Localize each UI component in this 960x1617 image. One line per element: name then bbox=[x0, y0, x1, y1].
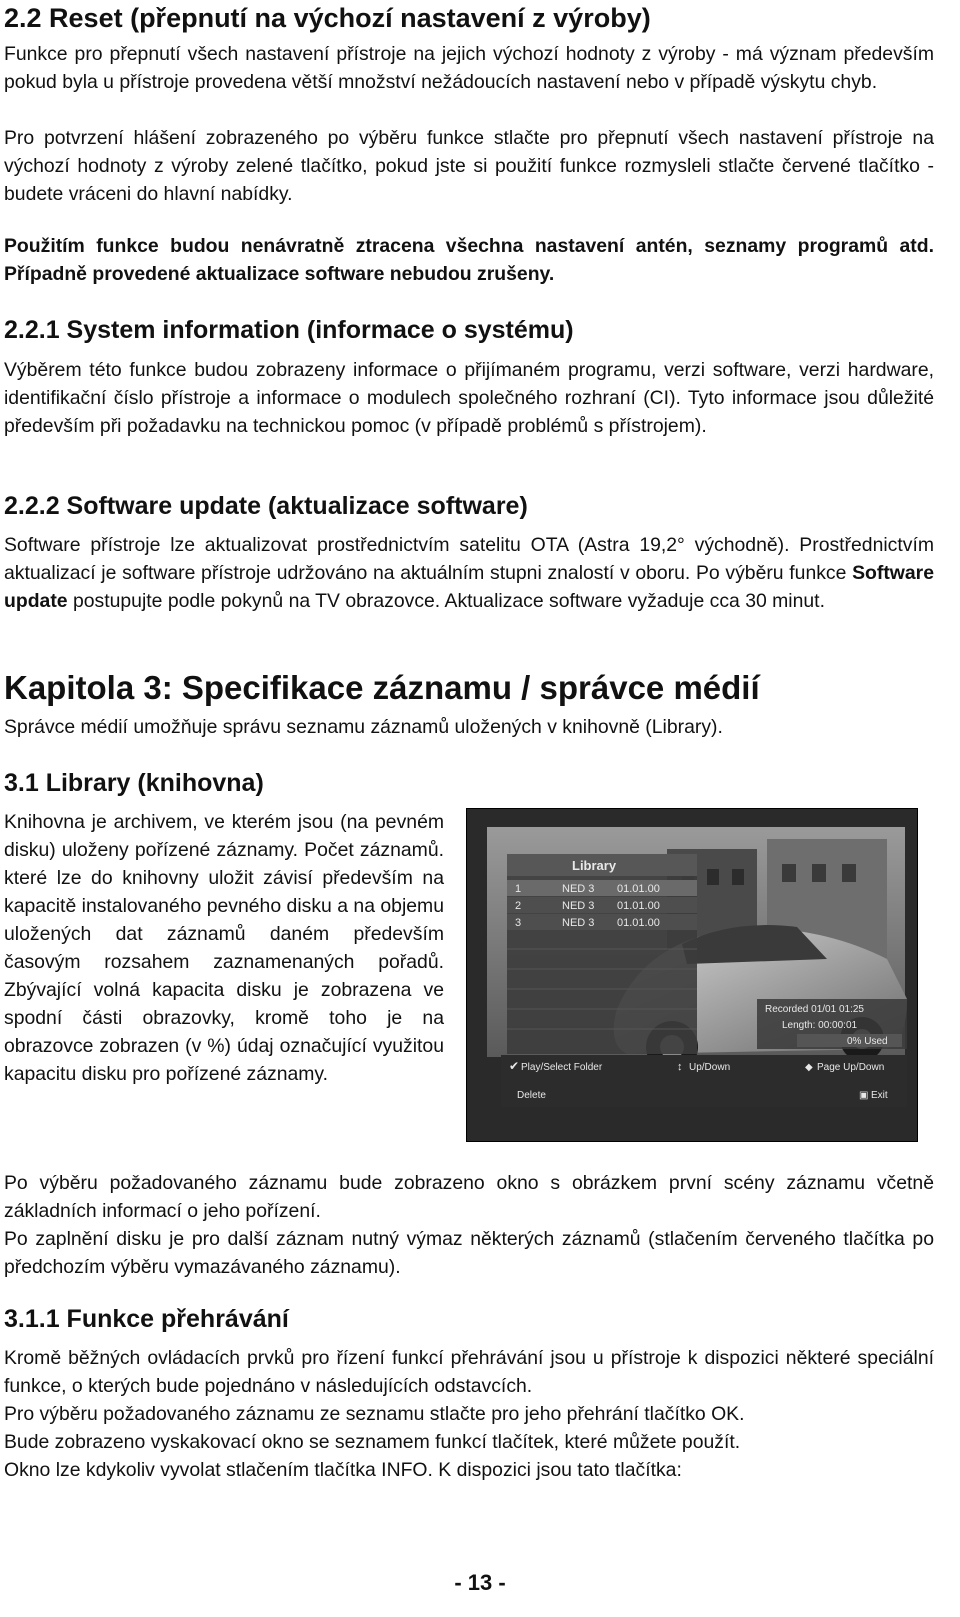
help-exit: Exit bbox=[871, 1090, 888, 1101]
section-3-1-1-paragraph-4: Okno lze kdykoliv vyvolat stlačením tlačítka INFO. K dispozici jsou tato tlačítka: bbox=[4, 1459, 682, 1481]
library-row-3-name: NED 3 bbox=[562, 917, 595, 929]
library-title: Library bbox=[572, 858, 617, 873]
section-3-1-1-heading: 3.1.1 Funkce přehrávání bbox=[4, 1305, 289, 1333]
help-delete: Delete bbox=[517, 1090, 546, 1101]
section-3-1-1-paragraph-2: Pro výběru požadovaného záznamu ze seznamu stlačte pro jeho přehrání tlačítko OK. bbox=[4, 1403, 745, 1425]
library-row-2-num: 2 bbox=[515, 900, 522, 912]
library-row-1-name: NED 3 bbox=[562, 883, 595, 895]
section-2-2-heading: 2.2 Reset (přepnutí na výchozí nastavení z výroby) bbox=[4, 3, 651, 33]
library-row-1-highlight bbox=[507, 880, 697, 896]
chapter-3-intro: Správce médií umožňuje správu seznamu záznamů uložených v knihovně (Library). bbox=[4, 716, 723, 738]
section-2-2-warning: Použitím funkce budou nenávratně ztracena všechna nastavení antén, seznamy programů atd. Případně provedené aktualizace software nebudou zrušeny. bbox=[4, 235, 934, 285]
section-2-2-2-text-b: postupujte podle pokynů na TV obrazovce. Aktualizace software vyžaduje cca 30 minut. bbox=[67, 590, 825, 612]
section-3-1-column-paragraph: Knihovna je archivem, ve kterém jsou (na pevném disku) uloženy pořízené záznamy. Počet záznamů. které lze do knihovny uložit závisí především na kapacitě instalovaného pevného disku a na objemu uložených dat záznamů daném především časovým rozsahem zaznamenaných pořadů. Zbývající volná kapacita disku je zobrazena ve spodní části obrazovky, kromě toho je na obrazovce zobrazen (v %) údaj označující využitou kapacitu disku pro pořízené záznamy. bbox=[4, 811, 444, 1085]
help-up-down: Up/Down bbox=[689, 1062, 731, 1073]
section-3-1-paragraph-2: Po výběru požadovaného záznamu bude zobrazeno okno s obrázkem první scény záznamu včetně základních informací o jeho pořízení. bbox=[4, 1172, 934, 1222]
section-3-1-1-paragraph-3: Bude zobrazeno vyskakovací okno se seznamem funkcí tlačítek, které můžete použít. bbox=[4, 1431, 741, 1453]
library-row-3-date: 01.01.00 bbox=[617, 917, 660, 929]
section-2-2-1-heading: 2.2.1 System information (informace o systému) bbox=[4, 316, 574, 344]
help-page-up-down: Page Up/Down bbox=[817, 1062, 885, 1073]
section-3-1-heading: 3.1 Library (knihovna) bbox=[4, 769, 264, 797]
section-2-2-2-text-a: Software přístroje lze aktualizovat prostřednictvím satelitu OTA (Astra 19,2° východně). Prostřednictvím aktualizací je software přístroje udržováno na aktuálním stupni znalostí v oboru. Po výběru funkce bbox=[4, 534, 934, 584]
library-screenshot bbox=[466, 808, 918, 1142]
library-row-2-bg bbox=[507, 897, 697, 913]
section-3-1-1-paragraph-1: Kromě běžných ovládacích prvků pro řízení funkcí přehrávání jsou u přístroje k dispozici některé speciální funkce, o kterých bude pojednáno v následujících odstavcích. bbox=[4, 1347, 934, 1397]
library-row-1-date: 01.01.00 bbox=[617, 883, 660, 895]
recorded-info: Recorded 01/01 01:25 bbox=[765, 1004, 864, 1015]
section-3-1-paragraph-3: Po zaplnění disku je pro další záznam nutný výmaz některých záznamů (stlačením červeného tlačítka po předchozím výběru vymazávaného záznamu). bbox=[4, 1228, 934, 1278]
page-number: - 13 - bbox=[454, 1570, 506, 1595]
library-row-3-num: 3 bbox=[515, 917, 522, 929]
section-2-2-paragraph-1: Funkce pro přepnutí všech nastavení přístroje na jejich výchozí hodnoty z výroby - má význam především pokud byla u přístroje provedena větší množství nežádoucích nastavení nebo v případě výskytu chyb. bbox=[4, 43, 934, 93]
library-row-1-num: 1 bbox=[515, 883, 522, 895]
exit-icon: ▣ bbox=[859, 1090, 869, 1101]
section-3-1-1-paragraphs bbox=[4, 1344, 934, 1484]
section-2-2-paragraph-2: Pro potvrzení hlášení zobrazeného po výběru funkce stlačte pro přepnutí všech nastavení přístroje na výchozí hodnoty z výroby zelené tlačítko, pokud jste si použití funkce rozmysleli stlačte červené tlačítko - budete vráceni do hlavní nabídky. bbox=[4, 127, 934, 205]
length-info: Length: 00:00:01 bbox=[782, 1020, 858, 1031]
help-play-select: Play/Select Folder bbox=[521, 1062, 603, 1073]
library-screen-graphic bbox=[467, 809, 918, 1142]
library-row-2-name: NED 3 bbox=[562, 900, 595, 912]
updown-arrows-icon: ↕ bbox=[677, 1061, 683, 1073]
page-arrows-icon: ◆ bbox=[805, 1062, 813, 1073]
section-2-2-2-paragraph bbox=[4, 531, 934, 615]
library-row-2-date: 01.01.00 bbox=[617, 900, 660, 912]
section-2-2-1-paragraph: Výběrem této funkce budou zobrazeny informace o přijímaném programu, verzi software, verzi hardware, identifikační číslo přístroje a informace o modulech společného rozhraní (CI). Tyto informace jsou důležité především při požadavku na technickou pomoc (v případě problémů s přístrojem). bbox=[4, 359, 934, 437]
software-update-term: Software update bbox=[4, 562, 934, 612]
disk-usage-text: 0% Used bbox=[847, 1036, 888, 1047]
chapter-3-heading: Kapitola 3: Specifikace záznamu / správce médií bbox=[4, 669, 760, 706]
check-icon: ✔ bbox=[509, 1059, 520, 1073]
library-row-3-bg bbox=[507, 914, 697, 930]
section-3-1-full-paragraphs bbox=[4, 1169, 934, 1281]
section-2-2-2-heading: 2.2.2 Software update (aktualizace software) bbox=[4, 492, 528, 520]
